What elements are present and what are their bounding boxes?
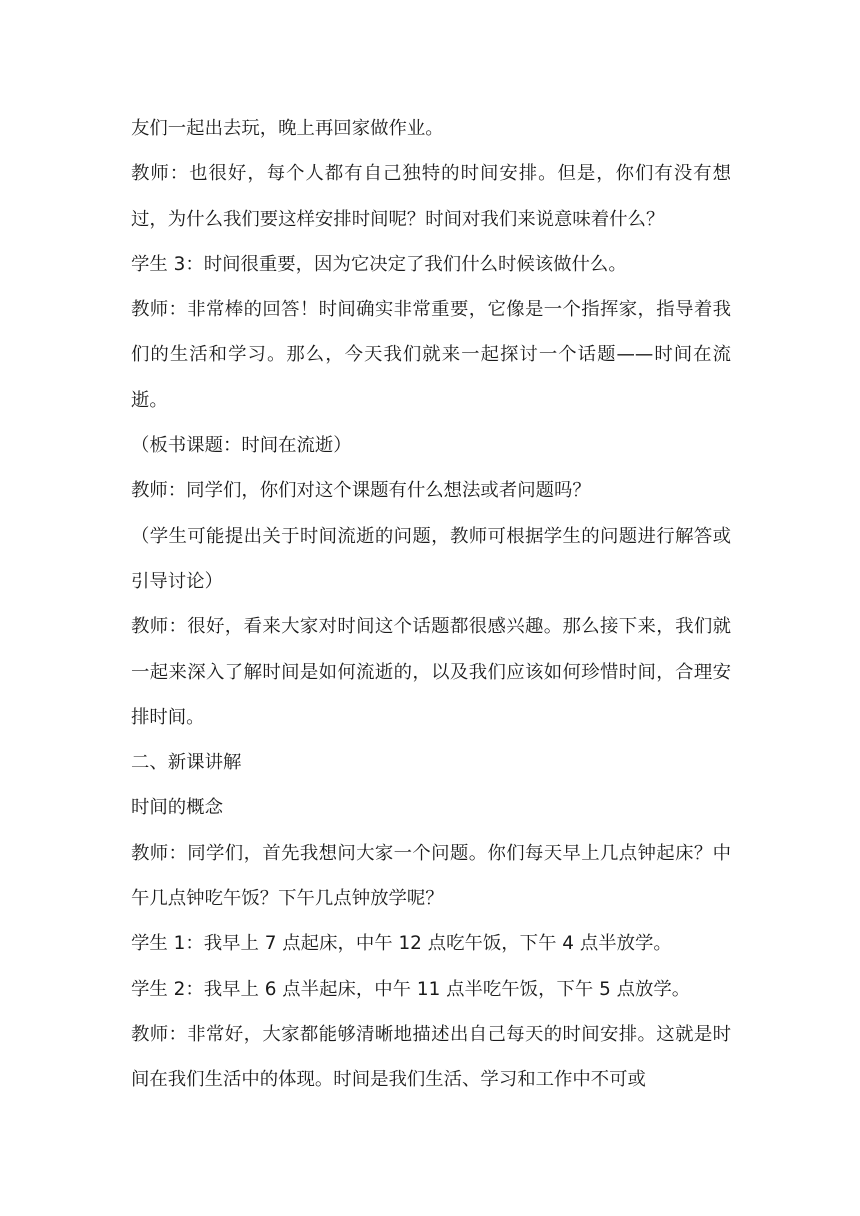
subsection-heading-time-concept: 时间的概念 [131,797,223,819]
paragraph-stage-note: （学生可能提出关于时间流逝的问题，教师可根据学生的问题进行解答或引导讨论） [131,525,731,592]
document-body [131,106,731,1103]
paragraph-student1-schedule: 学生 1：我早上 7 点起床，中午 12 点吃午饭，下午 4 点半放学。 [131,933,672,955]
section-heading-new-lesson: 二、新课讲解 [131,752,242,774]
paragraph-teacher-summary: 教师：非常好，大家都能够清晰地描述出自己每天的时间安排。这就是时间在我们生活中的体现。时间是我们生活、学习和工作中不可或 [131,1023,731,1091]
paragraph-student3-answer: 学生 3：时间很重要，因为它决定了我们什么时候该做什么。 [131,253,627,275]
paragraph-student2-schedule: 学生 2：我早上 6 点半起床，中午 11 点半吃午饭，下午 5 点放学。 [131,978,691,1000]
paragraph-teacher-transition: 教师：很好，看来大家对时间这个话题都很感兴趣。那么接下来，我们就一起来深入了解时间是如何流逝的，以及我们应该如何珍惜时间，合理安排时间。 [131,616,731,728]
paragraph-teacher-topic-intro: 教师：非常棒的回答！时间确实非常重要，它像是一个指挥家，指导着我们的生活和学习。那么，今天我们就来一起探讨一个话题——时间在流逝。 [131,299,731,411]
paragraph-teacher-daily-schedule: 教师：同学们，首先我想问大家一个问题。你们每天早上几点钟起床？中午几点钟吃午饭？下午几点钟放学呢？ [131,842,731,910]
paragraph-continuation: 友们一起出去玩，晚上再回家做作业。 [131,118,444,139]
paragraph-teacher-question: 教师：同学们，你们对这个课题有什么想法或者问题吗？ [131,480,591,502]
paragraph-board-title: （板书课题：时间在流逝） [131,435,352,457]
paragraph-teacher-time-arrangement: 教师：也很好，每个人都有自己独特的时间安排。但是，你们有没有想过，为什么我们要这样安排时间呢？时间对我们来说意味着什么？ [131,163,731,230]
